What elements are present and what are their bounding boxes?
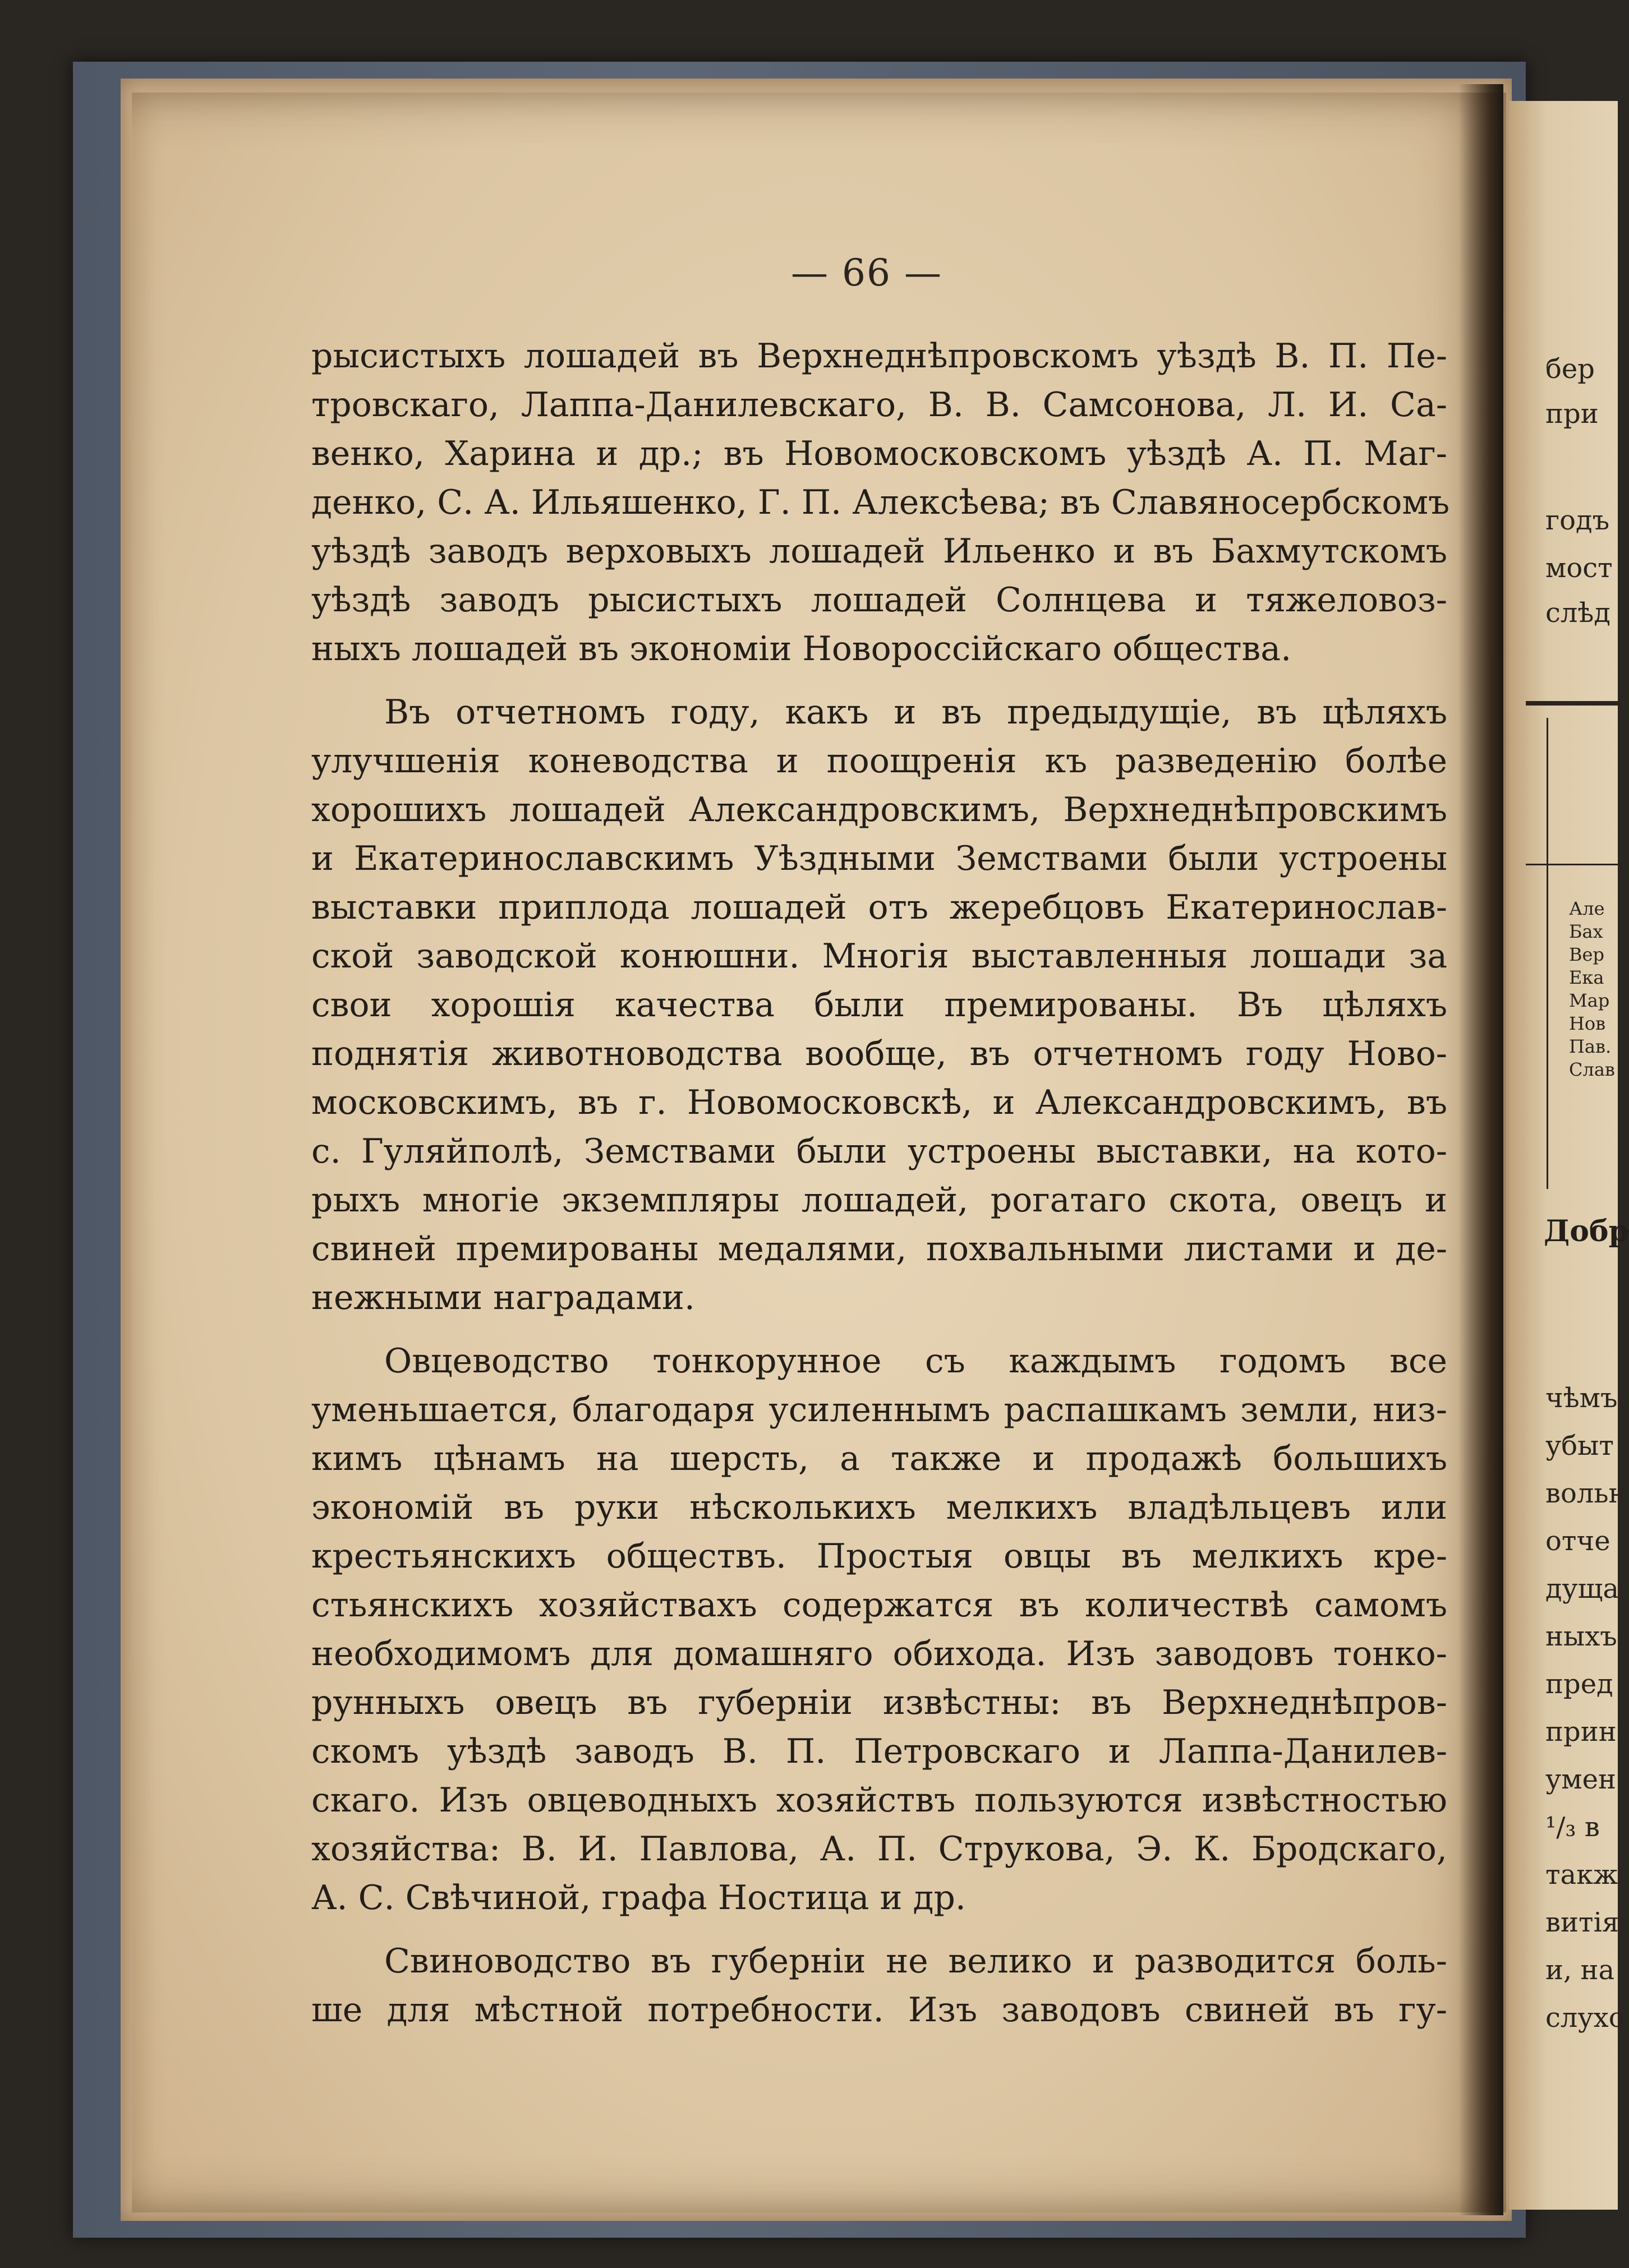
text-line: кимъ цѣнамъ на шерсть, а также и продажѣ большихъ <box>311 1439 1447 1478</box>
right-page-line: такж <box>1545 1859 1618 1891</box>
text-line: рыхъ многіе экземпляры лошадей, рогатаго скота, овецъ и <box>311 1181 1447 1220</box>
table-row-label: Вер <box>1569 944 1604 965</box>
text-line: уѣздѣ заводъ верховыхъ лошадей Ильенко и въ Бахмутскомъ <box>311 532 1447 571</box>
text-line: Въ отчетномъ году, какъ и въ предыдущіе, въ цѣляхъ <box>384 693 1447 732</box>
text-line: крестьянскихъ обществъ. Простыя овцы въ мелкихъ кре- <box>311 1537 1447 1576</box>
right-page-line: чѣмъ <box>1545 1382 1618 1414</box>
right-page-line: при <box>1545 398 1599 430</box>
right-page-line: слухо <box>1545 2002 1625 2034</box>
right-page-line: и, на <box>1545 1954 1615 1986</box>
table-row-label: Ека <box>1569 967 1604 988</box>
table-left-rule <box>1547 718 1548 1189</box>
text-line: денко, С. А. Ильяшенко, Г. П. Алексѣева; въ Славяносербскомъ <box>311 483 1450 522</box>
main-text <box>311 332 1450 2035</box>
text-line: улучшенія коневодства и поощренія къ разведенію болѣе <box>311 741 1447 781</box>
table-row-label: Бах <box>1569 921 1603 942</box>
text-line: ше для мѣстной потребности. Изъ заводовъ свиней въ гу- <box>311 1990 1447 2030</box>
right-page-line: пред <box>1545 1668 1613 1700</box>
text-line: свиней премированы медалями, похвальными листами и де- <box>311 1229 1447 1269</box>
right-page-line: годъ <box>1545 505 1610 536</box>
right-page-line: слѣд <box>1545 597 1610 629</box>
table-top-rule <box>1526 701 1618 706</box>
right-page-line: умен <box>1545 1764 1616 1795</box>
right-page-line: убыт <box>1545 1430 1614 1462</box>
text-line: свои хорошія качества были премированы. Въ цѣляхъ <box>311 985 1447 1025</box>
table-row-label: Мар <box>1569 990 1610 1011</box>
right-page-line: ныхъ <box>1545 1621 1617 1652</box>
right-page-heading: Добр <box>1544 1214 1629 1248</box>
text-line: венко, Харина и др.; въ Новомосковскомъ уѣздѣ А. П. Маг- <box>311 434 1447 473</box>
table-row-label: Пав. <box>1569 1036 1612 1057</box>
text-line: рысистыхъ лошадей въ Верхнеднѣпровскомъ уѣздѣ В. П. Пе- <box>311 336 1447 376</box>
text-line: уѣздѣ заводъ рысистыхъ лошадей Солнцева и тяжеловоз- <box>311 580 1447 620</box>
table-header-rule <box>1526 864 1618 865</box>
right-page-line: дуща <box>1545 1573 1619 1605</box>
right-page-line: витія <box>1545 1907 1619 1938</box>
text-line: скомъ уѣздѣ заводъ В. П. Петровскаго и Лаппа-Данилев- <box>311 1732 1447 1771</box>
text-line: Овцеводство тонкорунное съ каждымъ годомъ все <box>384 1342 1447 1381</box>
book-gutter <box>1458 84 1503 2215</box>
text-line: поднятія животноводства вообще, въ отчетномъ году Ново- <box>311 1034 1447 1073</box>
text-line: московскимъ, въ г. Новомосковскѣ, и Александровскимъ, въ <box>311 1083 1447 1122</box>
text-line: с. Гуляйполѣ, Земствами были устроены выставки, на кото- <box>311 1132 1447 1171</box>
text-line: ской заводской конюшни. Многія выставленныя лошади за <box>311 937 1447 976</box>
right-page-line: бер <box>1545 353 1595 385</box>
text-line: тровскаго, Лаппа-Данилевскаго, В. В. Самсонова, Л. И. Са- <box>311 385 1447 425</box>
text-line: ныхъ лошадей въ экономіи Новороссійскаго общества. <box>311 629 1292 669</box>
text-line: стьянскихъ хозяйствахъ содержатся въ количествѣ самомъ <box>311 1585 1447 1625</box>
text-line: уменьшается, благодаря усиленнымъ распашкамъ земли, низ- <box>311 1390 1447 1430</box>
text-line: рунныхъ овецъ въ губерніи извѣстны: въ Верхнеднѣпров- <box>311 1683 1447 1722</box>
right-page-line: мост <box>1545 552 1613 584</box>
page-number: — 66 — <box>791 251 942 294</box>
right-page-line: вольн <box>1545 1478 1627 1509</box>
text-line: экономій въ руки нѣсколькихъ мелкихъ владѣльцевъ или <box>311 1488 1447 1527</box>
text-line: выставки приплода лошадей отъ жеребцовъ Екатеринослав- <box>311 888 1447 927</box>
right-page-line: отче <box>1545 1525 1610 1557</box>
table-row-label: Нов <box>1569 1013 1606 1034</box>
text-line: хорошихъ лошадей Александровскимъ, Верхнеднѣпровскимъ <box>311 790 1447 829</box>
text-line: скаго. Изъ овцеводныхъ хозяйствъ пользуются извѣстностью <box>311 1781 1447 1820</box>
text-line: и Екатеринославскимъ Уѣздными Земствами были устроены <box>311 839 1447 878</box>
table-row-label: Але <box>1569 898 1605 919</box>
text-line: А. С. Свѣчиной, графа Ностица и др. <box>311 1878 966 1917</box>
right-page-line: ¹/₃ в <box>1545 1811 1600 1843</box>
text-line: Свиноводство въ губерніи не велико и разводится боль- <box>384 1942 1447 1981</box>
text-line: необходимомъ для домашняго обихода. Изъ заводовъ тонко- <box>311 1634 1447 1674</box>
text-line: хозяйства: В. И. Павлова, А. П. Струкова, Э. К. Бродскаго, <box>311 1829 1447 1869</box>
table-row-label: Слав <box>1569 1059 1615 1080</box>
text-line: нежными наградами. <box>311 1278 695 1317</box>
right-page-line: прин <box>1545 1716 1617 1748</box>
